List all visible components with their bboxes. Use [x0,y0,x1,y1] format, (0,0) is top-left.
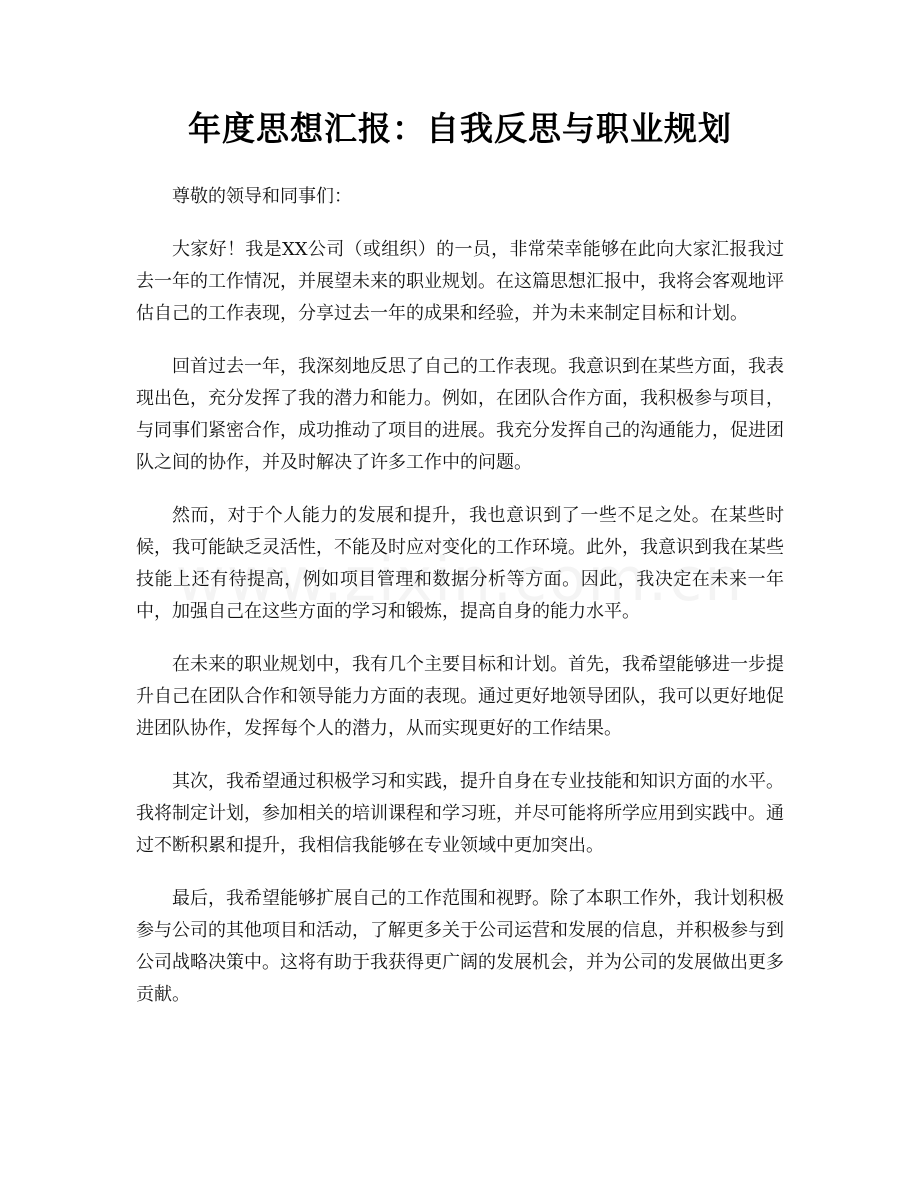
paragraph: 大家好！我是XX公司（或组织）的一员，非常荣幸能够在此向大家汇报我过去一年的工作情况，并展望未来的职业规划。在这篇思想汇报中，我将会客观地评估自己的工作表现，分享过去一年的成果和经验，并为未来制定目标和计划。 [136,239,784,324]
paragraph: 回首过去一年，我深刻地反思了自己的工作表现。我意识到在某些方面，我表现出色，充分发挥了我的潜力和能力。例如，在团队合作方面，我积极参与项目，与同事们紧密合作，成功推动了项目的进展。我充分发挥自己的沟通能力，促进团队之间的协作，并及时解决了许多工作中的问题。 [136,356,784,473]
paragraph: 其次，我希望通过积极学习和实践，提升自身在专业技能和知识方面的水平。我将制定计划，参加相关的培训课程和学习班，并尽可能将所学应用到实践中。通过不断积累和提升，我相信我能够在专业领域中更加突出。 [136,771,784,856]
salutation: 尊敬的领导和同事们： [172,186,352,207]
paragraph: 然而，对于个人能力的发展和提升，我也意识到了一些不足之处。在某些时候，我可能缺乏灵活性，不能及时应对变化的工作环境。此外，我意识到我在某些技能上还有待提高，例如项目管理和数据分析等方面。因此，我决定在未来一年中，加强自己在这些方面的学习和锻炼，提高自身的能力水平。 [136,505,784,622]
paragraph: 在未来的职业规划中，我有几个主要目标和计划。首先，我希望能够进一步提升自己在团队合作和领导能力方面的表现。通过更好地领导团队，我可以更好地促进团队协作，发挥每个人的潜力，从而实现更好的工作结果。 [136,654,784,739]
paragraph: 最后，我希望能够扩展自己的工作范围和视野。除了本职工作外，我计划积极参与公司的其他项目和活动，了解更多关于公司运营和发展的信息，并积极参与到公司战略决策中。这将有助于我获得更广阔的发展机会，并为公司的发展做出更多贡献。 [136,888,784,1005]
document-title: 年度思想汇报：自我反思与职业规划 [188,109,732,148]
document-body [136,181,784,1032]
